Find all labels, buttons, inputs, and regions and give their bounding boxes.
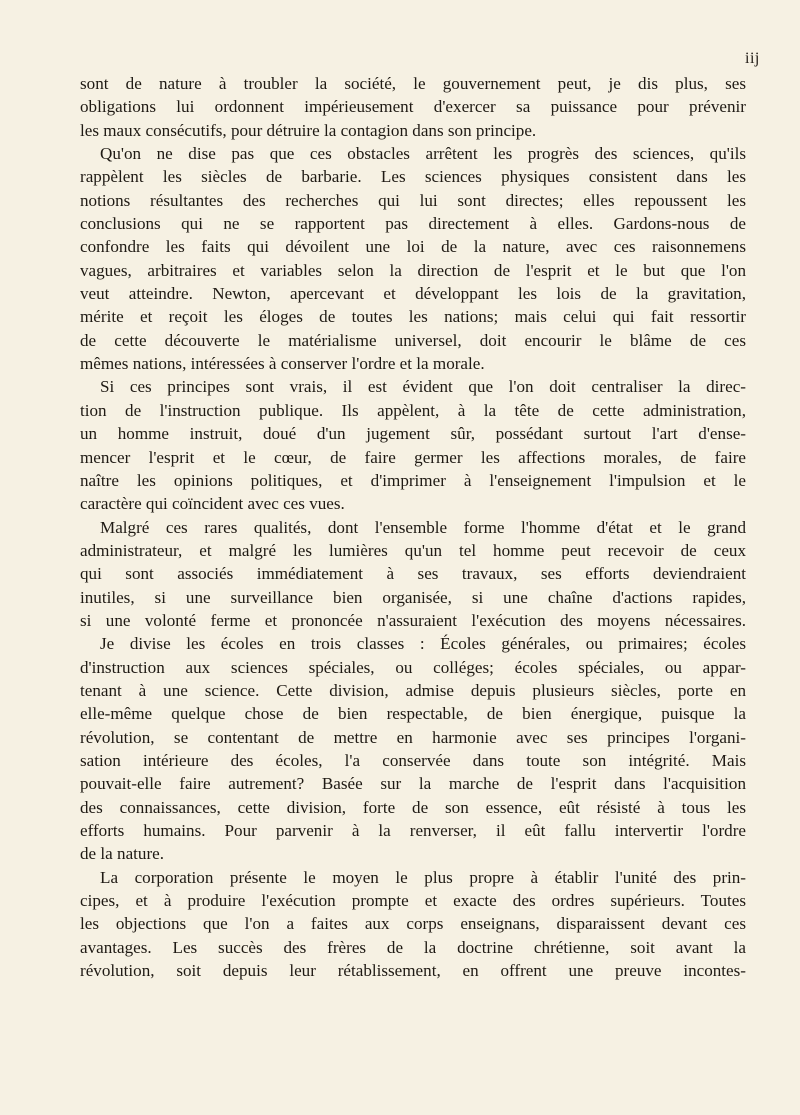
text-line: d'instruction aux sciences spéciales, ou colléges; écoles spéciales, ou appar- [80,657,746,677]
text-line: pouvait-elle faire autrement? Basée sur la marche de l'esprit dans l'acquisition [80,774,746,794]
text-line: notions résultantes des recherches qui lui sont directes; elles repoussent les [80,190,746,210]
text-line: révolution, soit depuis leur rétablissement, en offrent une preuve incontes- [80,961,746,981]
text-line: sation intérieure des écoles, l'a conservée dans toute son intégrité. Mais [80,750,746,770]
text-line: Si ces principes sont vrais, il est évident que l'on doit centraliser la direc- [100,377,746,397]
text-line: inutiles, si une surveillance bien organisée, si une chaîne d'actions rapides, [80,587,746,607]
text-line: révolution, se contentant de mettre en harmonie avec ses principes l'organi- [80,727,746,747]
text-line: cipes, et à produire l'exécution prompte et exacte des ordres supérieurs. Toutes [80,891,746,911]
text-line: efforts humains. Pour parvenir à la renverser, il eût fallu intervertir l'ordre [80,821,746,840]
text-line: avantages. Les succès des frères de la doctrine chrétienne, soit avant la [80,937,746,957]
text-line: caractère qui coïncident avec ces vues. [80,494,345,514]
text-line: de cette découverte le matérialisme universel, doit encourir le blâme de ces [80,330,746,350]
text-line: sont de nature à troubler la société, le gouvernement peut, je dis plus, ses [80,74,746,93]
text-line: elle-même quelque chose de bien respectable, de bien énergique, puisque la [80,704,746,724]
text-line: La corporation présente le moyen le plus propre à établir l'unité des prin- [100,867,746,887]
text-line: Je divise les écoles en trois classes : Écoles générales, ou primaires; écoles [100,634,746,654]
text-line: Malgré ces rares qualités, dont l'ensemble forme l'homme d'état et le grand [100,517,746,537]
text-line: de la nature. [80,844,164,864]
text-line: tion de l'instruction publique. Ils appèlent, à la tête de cette administration, [80,400,746,420]
text-line: conclusions qui ne se rapportent pas directement à elles. Gardons-nous de [80,214,746,234]
text-line: vagues, arbitraires et variables selon la direction de l'esprit et le but que l'on [80,260,746,280]
text-line: mencer l'esprit et le cœur, de faire germer les affections morales, de faire [80,447,746,467]
text-line: veut atteindre. Newton, apercevant et développant les lois de la gravitation, [80,284,746,304]
text-line: mêmes nations, intéressées à conserver l'ordre et la morale. [80,354,485,374]
text-line: mérite et reçoit les éloges de toutes les nations; mais celui qui fait ressortir [80,307,746,327]
text-line: administrateur, et malgré les lumières qu'un tel homme peut recevoir de ceux [80,540,746,560]
text-line: les maux consécutifs, pour détruire la contagion dans son principe. [80,120,537,140]
text-line: confondre les faits qui dévoilent une loi de la nature, avec ces raisonnemens [80,237,746,257]
text-line: obligations lui ordonnent impérieusement d'exercer sa puissance pour prévenir [80,97,746,117]
text-line: les objections que l'on a faites aux corps enseignans, disparaissent devant ces [80,914,746,934]
text-line: si une volonté ferme et prononcée n'assuraient l'exécution des moyens nécessaires. [80,610,746,630]
text-line: tenant à une science. Cette division, admise depuis plusieurs siècles, porte en [80,680,746,700]
page-number: iij [745,50,760,67]
text-line: naître les opinions politiques, et d'imprimer à l'enseignement l'impulsion et le [80,470,746,490]
text-line: qui sont associés immédiatement à ses travaux, ses efforts deviendraient [80,564,746,584]
body-text [80,72,746,982]
text-line: Qu'on ne dise pas que ces obstacles arrêtent les progrès des sciences, qu'ils [100,144,746,164]
text-line: un homme instruit, doué d'un jugement sûr, possédant surtout l'art d'ense- [80,424,746,444]
text-line: rappèlent les siècles de barbarie. Les sciences physiques consistent dans les [80,167,746,187]
text-line: des connaissances, cette division, forte de son essence, eût résisté à tous les [80,797,746,817]
